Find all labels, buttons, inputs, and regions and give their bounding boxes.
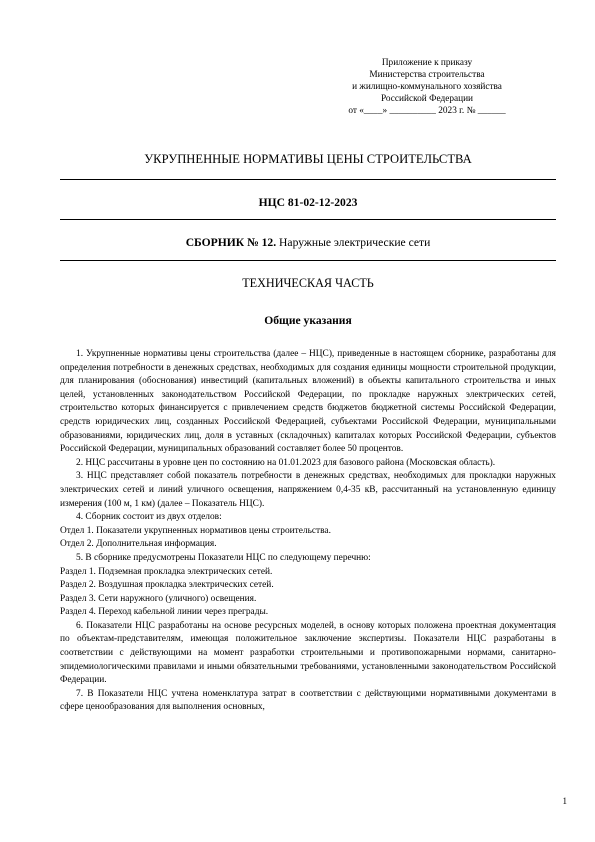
divider-line: [60, 179, 556, 180]
collection-name: Наружные электрические сети: [279, 236, 431, 249]
collection-label: СБОРНИК № 12.: [185, 236, 277, 249]
approval-line: от «____» __________ 2023 г. № ______: [348, 106, 506, 116]
paragraph: 7. В Показатели НЦС учтена номенклатура затрат в соответствии с действующими нормативными документами в сфере ценообразования для выполнения основных,: [60, 688, 556, 713]
paragraph: 5. В сборнике предусмотрены Показатели НЦС по следующему перечню:: [76, 552, 371, 563]
list-item: Раздел 4. Переход кабельной линии через преграды.: [60, 607, 269, 618]
collection-title: [60, 236, 556, 249]
document-body: [60, 348, 556, 715]
paragraph: 3. НЦС представляет собой показатель потребности в денежных средствах, необходимых для прокладки наружных электрических сетей и линий уличного освещения, напряжением 0,4-35 кВ, рассчитанный на установленную единицу измерения (100 м, 1 км) (далее – Показатель НЦС).: [60, 471, 556, 509]
list-item: Отдел 1. Показатели укрупненных нормативов цены строительства.: [60, 525, 331, 536]
paragraph: 6. Показатели НЦС разработаны на основе ресурсных моделей, в основу которых положена проектная документация по объектам-представителям, имеющая положительное заключение экспертизы. Показатели НЦС разработаны в соответствии с действующими на момент разработки строительными и противопожарными нормами, санитарно-эпидемиологическими правилами и иными обязательными требованиями, установленными законодательством Российской Федерации.: [60, 620, 556, 686]
approval-line: Министерства строительства: [369, 70, 485, 80]
approval-line: и жилищно-коммунального хозяйства: [352, 82, 502, 92]
approval-line: Приложение к приказу: [381, 58, 473, 68]
paragraph: 2. НЦС рассчитаны в уровне цен по состоянию на 01.01.2023 для базового района (Московская область).: [76, 457, 496, 468]
list-item: Раздел 2. Воздушная прокладка электрических сетей.: [60, 580, 274, 591]
paragraph: 1. Укрупненные нормативы цены строительства (далее – НЦС), приведенные в настоящем сборнике, разработаны для определения потребности в денежных средствах, необходимых для создания единицы мощности строительной продукции, для планирования (обоснования) инвестиций (капитальных вложений) в объекты капитального строительства и иных целей, установленных законодательством Российской Федерации, по прокладке наружных электрических сетей, строительство которых финансируется с привлечением средств бюджетов бюджетной системы Российской Федерации, средств юридических лиц, созданных Российской Федерацией, субъектами Российской Федерации, муниципальными образованиями, юридических лиц, доля в уставных (складочных) капиталах которых Российской Федерации, субъектов Российской Федерации, муниципальных образований составляет более 50 процентов.: [60, 349, 556, 455]
approval-block: [316, 57, 538, 117]
divider-line: [60, 219, 556, 220]
tech-part-heading: ТЕХНИЧЕСКАЯ ЧАСТЬ: [242, 276, 374, 290]
page-number: 1: [562, 796, 567, 806]
list-item: Отдел 2. Дополнительная информация.: [60, 539, 217, 550]
list-item: Раздел 3. Сети наружного (уличного) освещения.: [60, 593, 257, 604]
list-item: Раздел 1. Подземная прокладка электрических сетей.: [60, 566, 273, 577]
general-heading: Общие указания: [264, 314, 352, 327]
approval-line: Российской Федерации: [380, 94, 474, 104]
divider-line: [60, 260, 556, 261]
paragraph: 4. Сборник состоит из двух отделов:: [76, 512, 222, 523]
document-code: НЦС 81-02-12-2023: [258, 196, 358, 209]
document-title: УКРУПНЕННЫЕ НОРМАТИВЫ ЦЕНЫ СТРОИТЕЛЬСТВА: [144, 152, 472, 166]
